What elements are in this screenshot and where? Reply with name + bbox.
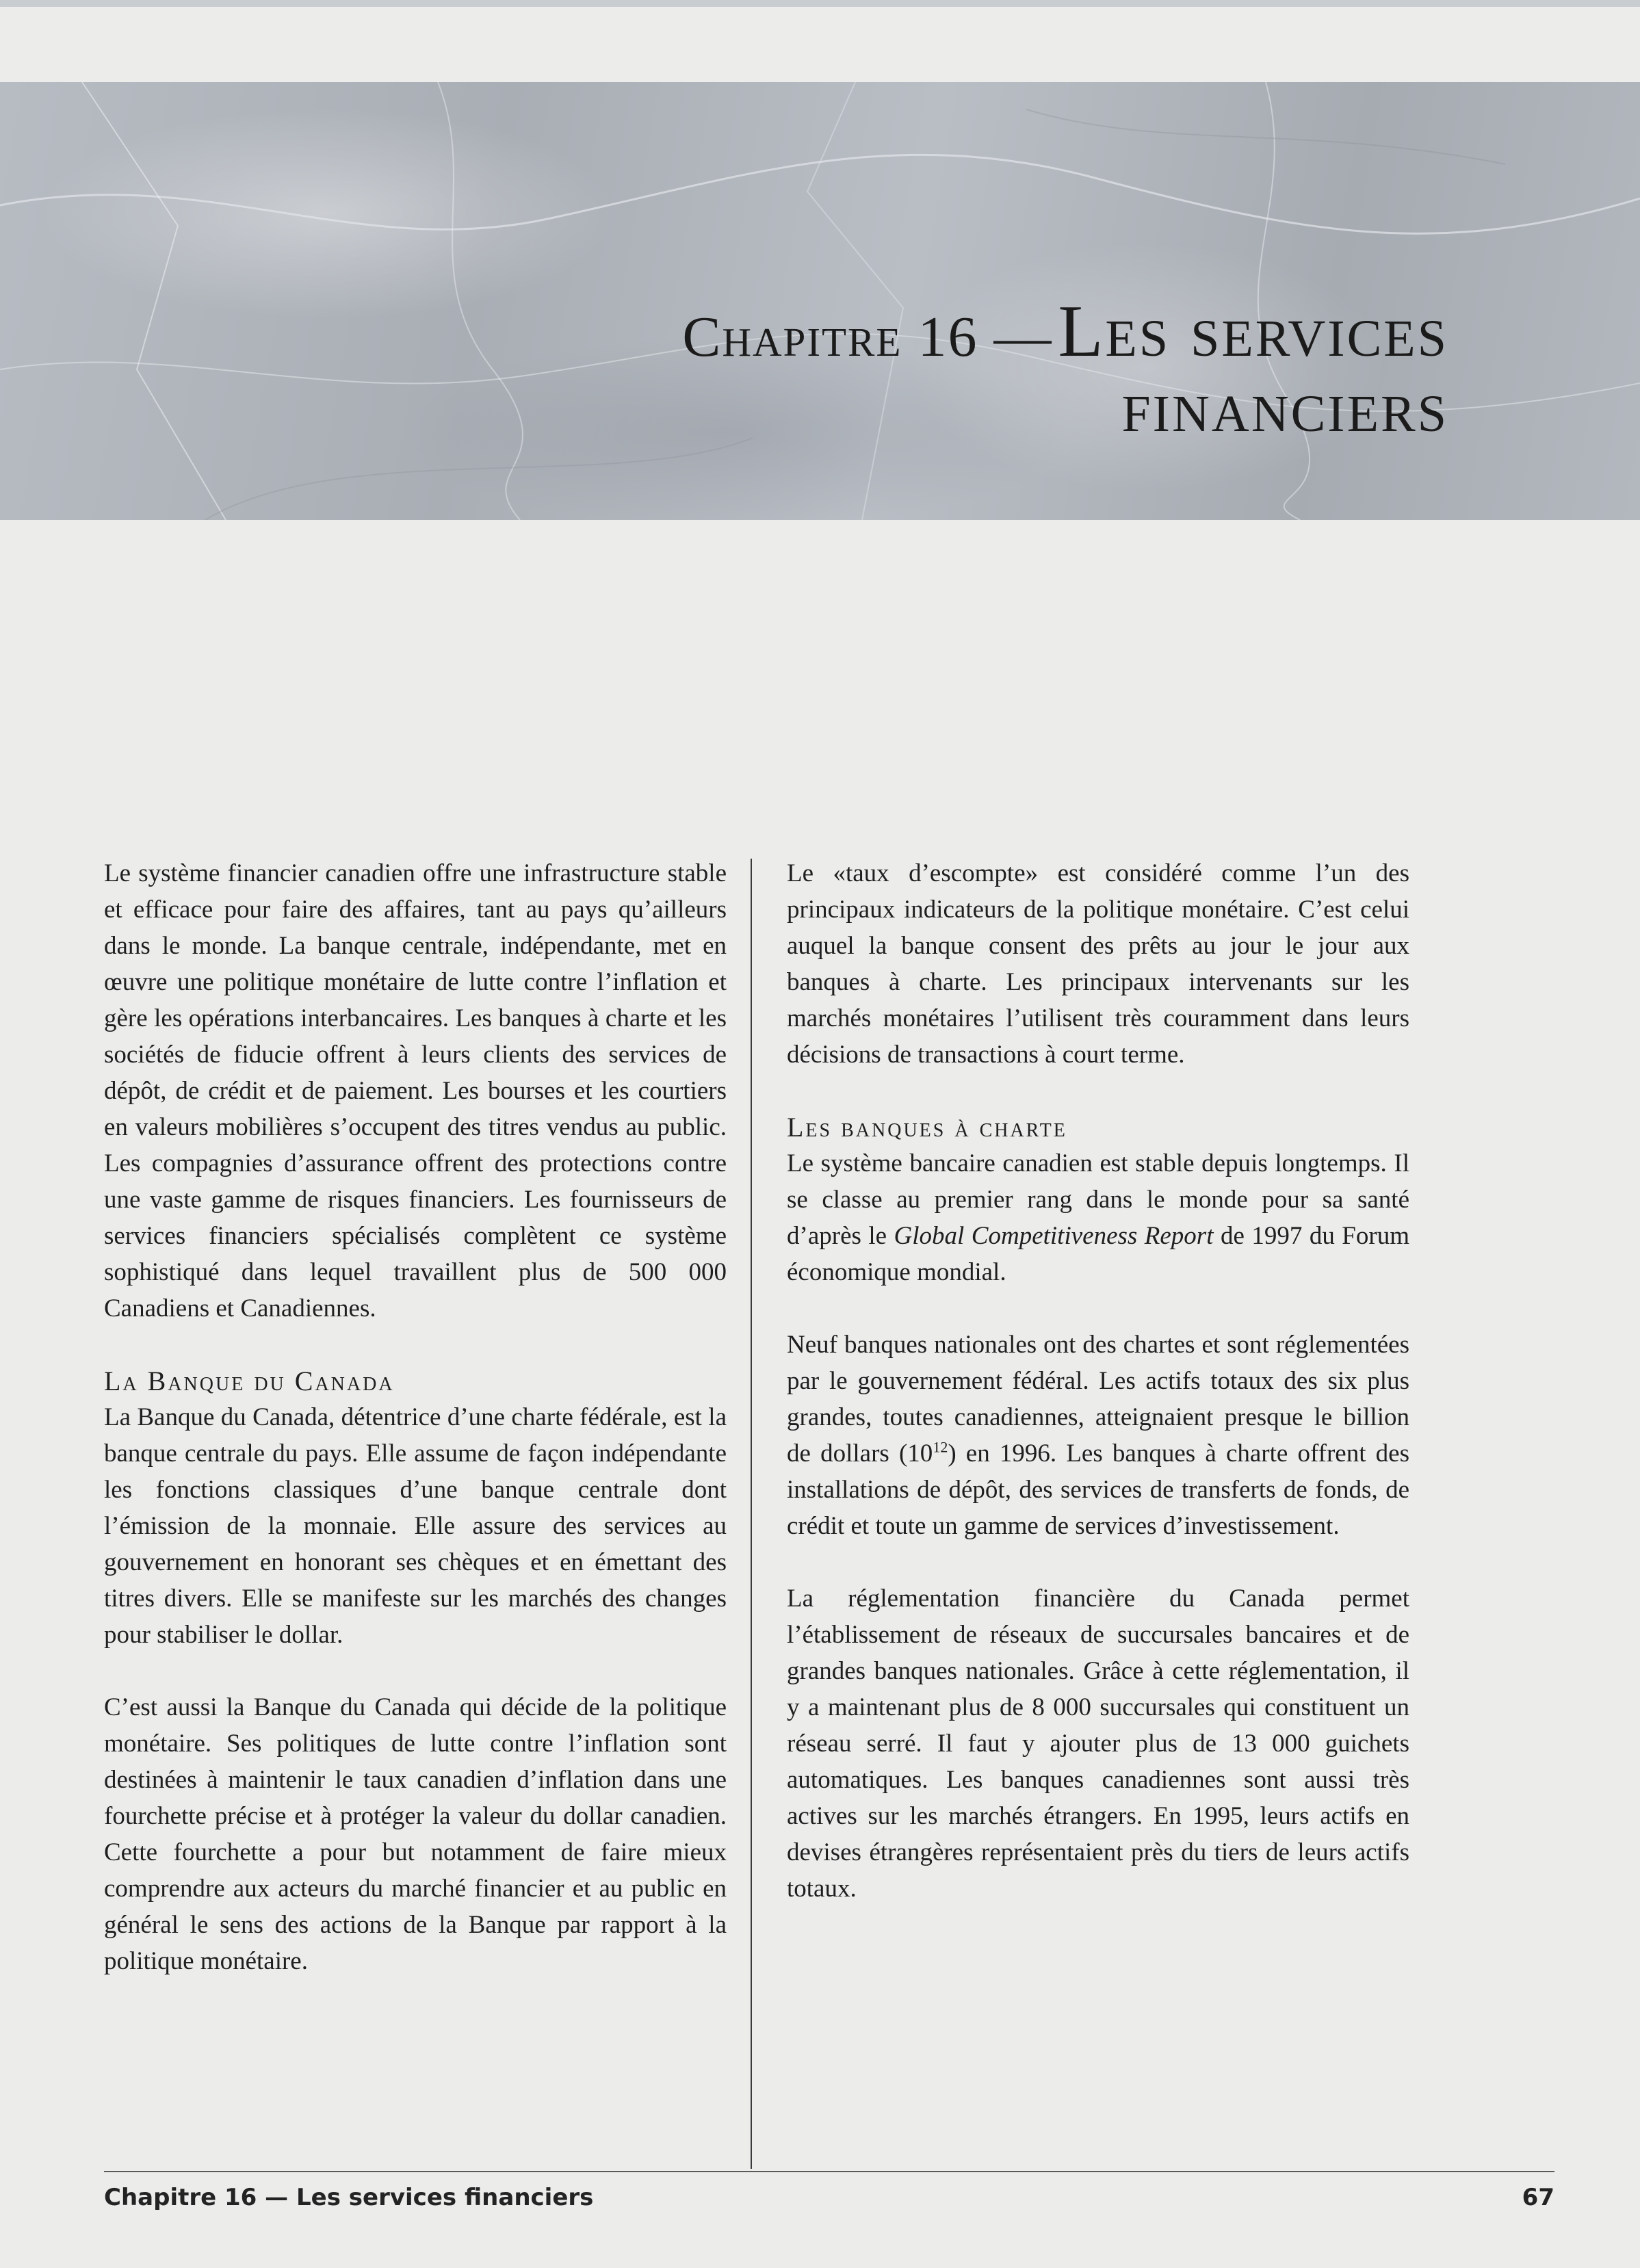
taux-escompte-paragraph: Le «taux d’escompte» est considéré comme l’un des principaux indicateurs de la politique monétaire. C’est celui auquel la banque consent des prêts au jour le jour aux banques à charte. Les principaux intervenants sur les marchés monétaires l’utilisent très couramment dans leurs décisions de transactions à court terme.	[787, 859, 1409, 1069]
charte-paragraph-1: Le système bancaire canadien est stable depuis longtemps. Il se classe au premier rang dans le monde pour sa santé d’après le Global Competitiveness Report de 1997 du Forum économique mondial.	[787, 1149, 1409, 1286]
running-footer-title: Chapitre 16 — Les services financiers	[104, 2184, 594, 2211]
charte-paragraph-2: Neuf banques nationales ont des chartes et sont réglementées par le gouvernement fédéral. Les actifs totaux des six plus grandes, toutes canadiennes, atteignaient presque le billion de dollars $(10^{12})$ en 1996. Les banques à charte offrent des installations de dépôt, des services de transferts de fonds, de crédit et toute un gamme de services d’investissement.	[787, 1331, 1409, 1540]
charte-paragraph-3: La réglementation financière du Canada permet l’établissement de réseaux de succursales bancaires et de grandes banques nationales. Grâce à cette réglementation, il y a maintenant plus de 8 000 succursales qui constituent un réseau serré. Il faut y ajouter plus de 13 000 guichets automatiques. Les banques canadiennes sont aussi très actives sur les marchés étrangers. En 1995, leurs actifs en devises étrangères représentaient près du tiers de leurs actifs totaux.	[787, 1585, 1409, 1903]
left-column	[104, 855, 727, 2016]
top-edge	[0, 0, 1640, 7]
chapter-title-line1: Les services	[1058, 291, 1448, 372]
chapter-title	[682, 291, 1448, 448]
marble-banner	[0, 82, 1640, 520]
heading-banque-du-canada: La Banque du Canada	[104, 1366, 395, 1396]
banque-paragraph-1: La Banque du Canada, détentrice d’une charte fédérale, est la banque centrale du pays. Elle assume de façon indépendante les fonctions classiques d’une banque centrale dont l’émission de la monnaie. Elle assure des services au gouvernement en honorant ses chèques et en émettant des titres divers. Elle se manifeste sur les marchés des changes pour stabiliser le dollar.	[104, 1403, 727, 1649]
heading-banques-a-charte: Les banques à charte	[787, 1112, 1067, 1143]
banque-paragraph-2: C’est aussi la Banque du Canada qui décide de la politique monétaire. Ses politiques de lutte contre l’inflation sont destinées à maintenir le taux canadien d’inflation dans une fourchette précise et à protéger la valeur du dollar canadien. Cette fourchette a pour but notamment de faire mieux comprendre aux acteurs du marché financier et au public en général le sens des actions de la Banque par rapport à la politique monétaire.	[104, 1693, 727, 1975]
chapter-title-line2: financiers	[1121, 366, 1448, 448]
column-divider	[751, 859, 752, 2169]
intro-paragraph: Le système financier canadien offre une infrastructure stable et efficace pour faire des affaires, tant au pays qu’ailleurs dans le monde. La banque centrale, indépendante, met en œuvre une politique monétaire de lutte contre l’inflation et gère les opérations interbancaires. Les banques à charte et les sociétés de fiducie offrent à leurs clients des services de dépôt, de crédit et de paiement. Les bourses et les courtiers en valeurs mobilières s’occupent des titres vendus au public. Les compagnies d’assurance offrent des protections contre une vaste gamme de risques financiers. Les fournisseurs de services financiers spécialisés complètent ce système sophistiqué dans lequel travaillent plus de 500 000 Canadiens et Canadiennes.	[104, 859, 727, 1322]
chapter-label: Chapitre 16 —	[682, 305, 1053, 369]
report-title: Global Competitiveness Report	[894, 1222, 1214, 1250]
page-number: 67	[1522, 2184, 1554, 2211]
right-column	[787, 855, 1409, 1943]
footer-rule	[104, 2171, 1554, 2172]
exponent: 12	[933, 1438, 948, 1456]
